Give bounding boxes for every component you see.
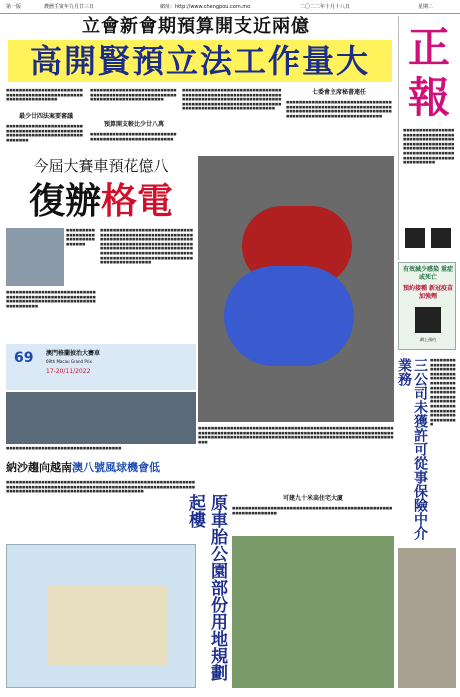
official-portrait-photo bbox=[6, 228, 64, 286]
lead-subhead-2: 預算開支較比少廿八萬 bbox=[103, 121, 164, 128]
grand-prix-body-2: ■■■■■■■■■■■■■■■■■■■■■■■■■■■■■■■■■■■■■■■■■■■■■■■■■■■■■■■■■■■■■■■■■■■■■■■■■■■■■■■■■■■■■■■■■■■■■■ bbox=[6, 290, 96, 308]
masthead-info: ■■■■■■■■■■■■■■■■■■■■■■■■■■■■■■■■■■■■■■■■■■■■■■■■■■■■■■■■■■■■■■■■■■■■■■■■■■■■■■■■■■■■■■■■■■■■■■■■■■■■■■■■■■■■■■■■■■■■■■■■■■ bbox=[403, 128, 455, 165]
insurance-body: ■■■■■■■■■■■■■■■■■■■■■■■■■■■■■■■■■■■■■■■■■■■■■■■■■■■■■■■■■■■■■■■■■■■■■■■■■■■■■■■■■■■■■■■■■■■■■■■■■■■■■■■■■■■■■■■■■ bbox=[430, 358, 456, 427]
lead-kicker: 立會新會期預算開支近兩億 bbox=[82, 16, 310, 37]
lead-body-1: ■■■■■■■■■■■■■■■■■■■■■■■■■■■■■■■■■■■■■■■■■■■■■■■■■■■■■■■■■■■■■■■■ bbox=[6, 88, 83, 102]
lead-headline: 高開賢預立法工作量大 bbox=[8, 40, 392, 82]
insurance-headline: 三公司未獲許可從事保險中介業務 bbox=[396, 358, 428, 540]
grand-prix-body-1: ■■■■■■■■■■■■■■■■■■■■■■■■■■■■■■■■■■■■■■■■■■■■■■■■■■■■■■■■■■■■■■■■■■■■■■■■■■■■■■■■■■■■■■■■■■■■■■■■■■■■■■■■■■■■■■■■■■■■■■■■■■■■■■■■■■■■■■■■■■■■■■■■■■■■■■■■■■■■■■■■■■■■■■■■■■■■■■■■■■■■■■■■■■■■■■■■■■■■■■■■■■■■■■■■■■■■■■■■■■■ bbox=[100, 228, 193, 265]
banner-subtitle: 69th Macau Grand Prix bbox=[46, 359, 92, 364]
banner-date: 17-20/11/2022 bbox=[46, 368, 91, 375]
grand-prix-kicker: 今屆大賽車預花億八 bbox=[33, 157, 169, 175]
page-number: 第一版 bbox=[6, 4, 22, 10]
blue-motorcycle bbox=[224, 266, 354, 366]
lead-body-3: ■■■■■■■■■■■■■■■■■■■■■■■■■■■■■■■■■■■■■■■■■■■■■■■■■■■■■■■■■■■■■■■■■■■■■■■■■■■■■ bbox=[90, 88, 177, 102]
land-body-1: ■■■■■■■■■■■■■■■■■■■■■■■■■■■■■■■■■■■■■■■■■■■■■■■■■■■■■■■■■■■■■■■■■■■■■■■■■■■■■■■■■■■■■■■■■■■■■■■■■■■■■■■■■■■■■■■■■■■■■■■■■■■■■■■■■■■■■■■■■■■■■■■■■■■■■■■■■■■■■■■■■■■■■■■■■■■■■■■■■■■■■■■■■■ bbox=[198, 426, 394, 444]
website-url[interactable]: 網址：http://www.chengpou.com.mo bbox=[160, 4, 251, 10]
masthead bbox=[398, 16, 458, 260]
motorcycle-race-photo bbox=[198, 156, 394, 422]
grand-prix-headline-plain: 復辦 bbox=[28, 180, 101, 222]
lead-body-4: ■■■■■■■■■■■■■■■■■■■■■■■■■■■■■■■■■■■■■■■■■■■■■■■■■■■■■ bbox=[90, 132, 177, 141]
masthead-char-2: 報 bbox=[407, 73, 450, 122]
grand-prix-headline-red: 格電 bbox=[101, 180, 174, 222]
vaccine-ad bbox=[398, 262, 456, 350]
typhoon-headline-plain: 納沙趨向越南 bbox=[6, 461, 72, 474]
park-land-photo bbox=[232, 536, 394, 688]
qr-code-right[interactable] bbox=[431, 228, 451, 248]
vaccine-cta: 預約接種 新冠疫苗加強劑 bbox=[402, 285, 454, 300]
map-landmass bbox=[47, 585, 167, 665]
qr-code-vaccine[interactable] bbox=[415, 307, 441, 333]
typhoon-headline bbox=[6, 460, 196, 476]
photo-caption: ■■■■■■■■■■■■■■■■■■■■■■■■■■■■■■■■■ bbox=[66, 228, 95, 246]
land-vertical-headline: 原車胎公園部份用地規劃起樓 bbox=[185, 494, 227, 681]
lead-body-2: ■■■■■■■■■■■■■■■■■■■■■■■■■■■■■■■■■■■■■■■■■■■■■■■■■■■■■■■■■■■■■■■■■■■■■■■■■■■■■■■ bbox=[6, 124, 83, 142]
grand-prix-headline bbox=[6, 178, 196, 224]
press-conference-photo bbox=[6, 392, 196, 444]
weekday: 星期二 bbox=[418, 4, 434, 10]
press-photo-caption: ■■■■■■■■■■■■■■■■■■■■■■■■■■■■■■■■■■■■ bbox=[6, 446, 122, 450]
vaccine-qr-label: 網上預約 bbox=[420, 337, 436, 342]
land-subhead: 可建九十米高住宅大廈 bbox=[282, 495, 343, 502]
date: 二〇二二年十月十八日 bbox=[300, 4, 351, 10]
lead-body-5: ■■■■■■■■■■■■■■■■■■■■■■■■■■■■■■■■■■■■■■■■■■■■■■■■■■■■■■■■■■■■■■■■■■■■■■■■■■■■■■■■■■■■■■■■■■■■■■■■■■■■■■■■■■■■■■■■■■■■■■■■■■■■■■■■■■■■■■■■■■■■■■■■■■■■■■■■■ bbox=[182, 88, 282, 111]
banner-title: 澳門格蘭披治大賽車 bbox=[46, 350, 101, 357]
land-body-2: ■■■■■■■■■■■■■■■■■■■■■■■■■■■■■■■■■■■■■■■■■■■■■■■■■■■■■■■■■■■■■■■■ bbox=[232, 506, 393, 515]
typhoon-body: ■■■■■■■■■■■■■■■■■■■■■■■■■■■■■■■■■■■■■■■■■■■■■■■■■■■■■■■■■■■■■■■■■■■■■■■■■■■■■■■■■■■■■■■■■■■■■■■■■■■■■■■■■■■■■■■■■■■■■■■■■■■■■■■■■■■■■■■■■■■■■■■■■■■■■■■■■■■■■■■■■ bbox=[6, 480, 196, 494]
vaccine-tagline: 有效減少感染 重症或死亡 bbox=[402, 266, 454, 281]
lead-subhead-1: 最少廿四法案要審議 bbox=[18, 113, 73, 120]
typhoon-track-map bbox=[6, 544, 196, 688]
typhoon-headline-blue: 澳八號風球機會低 bbox=[72, 461, 160, 474]
qr-code-left[interactable] bbox=[405, 228, 425, 248]
lunar-date: 農曆壬寅年九月廿三日 bbox=[44, 4, 95, 10]
banner-number: 69 bbox=[14, 350, 34, 366]
page-date-bar bbox=[0, 0, 460, 14]
masthead-char-1: 正 bbox=[407, 23, 450, 72]
drilling-rig-photo bbox=[398, 548, 456, 688]
grand-prix-banner bbox=[6, 344, 196, 390]
lead-subhead-3: 七委會主席秘書連任 bbox=[311, 89, 366, 96]
lead-body-6: ■■■■■■■■■■■■■■■■■■■■■■■■■■■■■■■■■■■■■■■■■■■■■■■■■■■■■■■■■■■■■■■■■■■■■■■■■■■■■■■■■■■■■■■■■■■■■■■■■■■■■■■■■■■■■■■■■■■■■■■■■■■■■■■■■ bbox=[286, 100, 392, 118]
